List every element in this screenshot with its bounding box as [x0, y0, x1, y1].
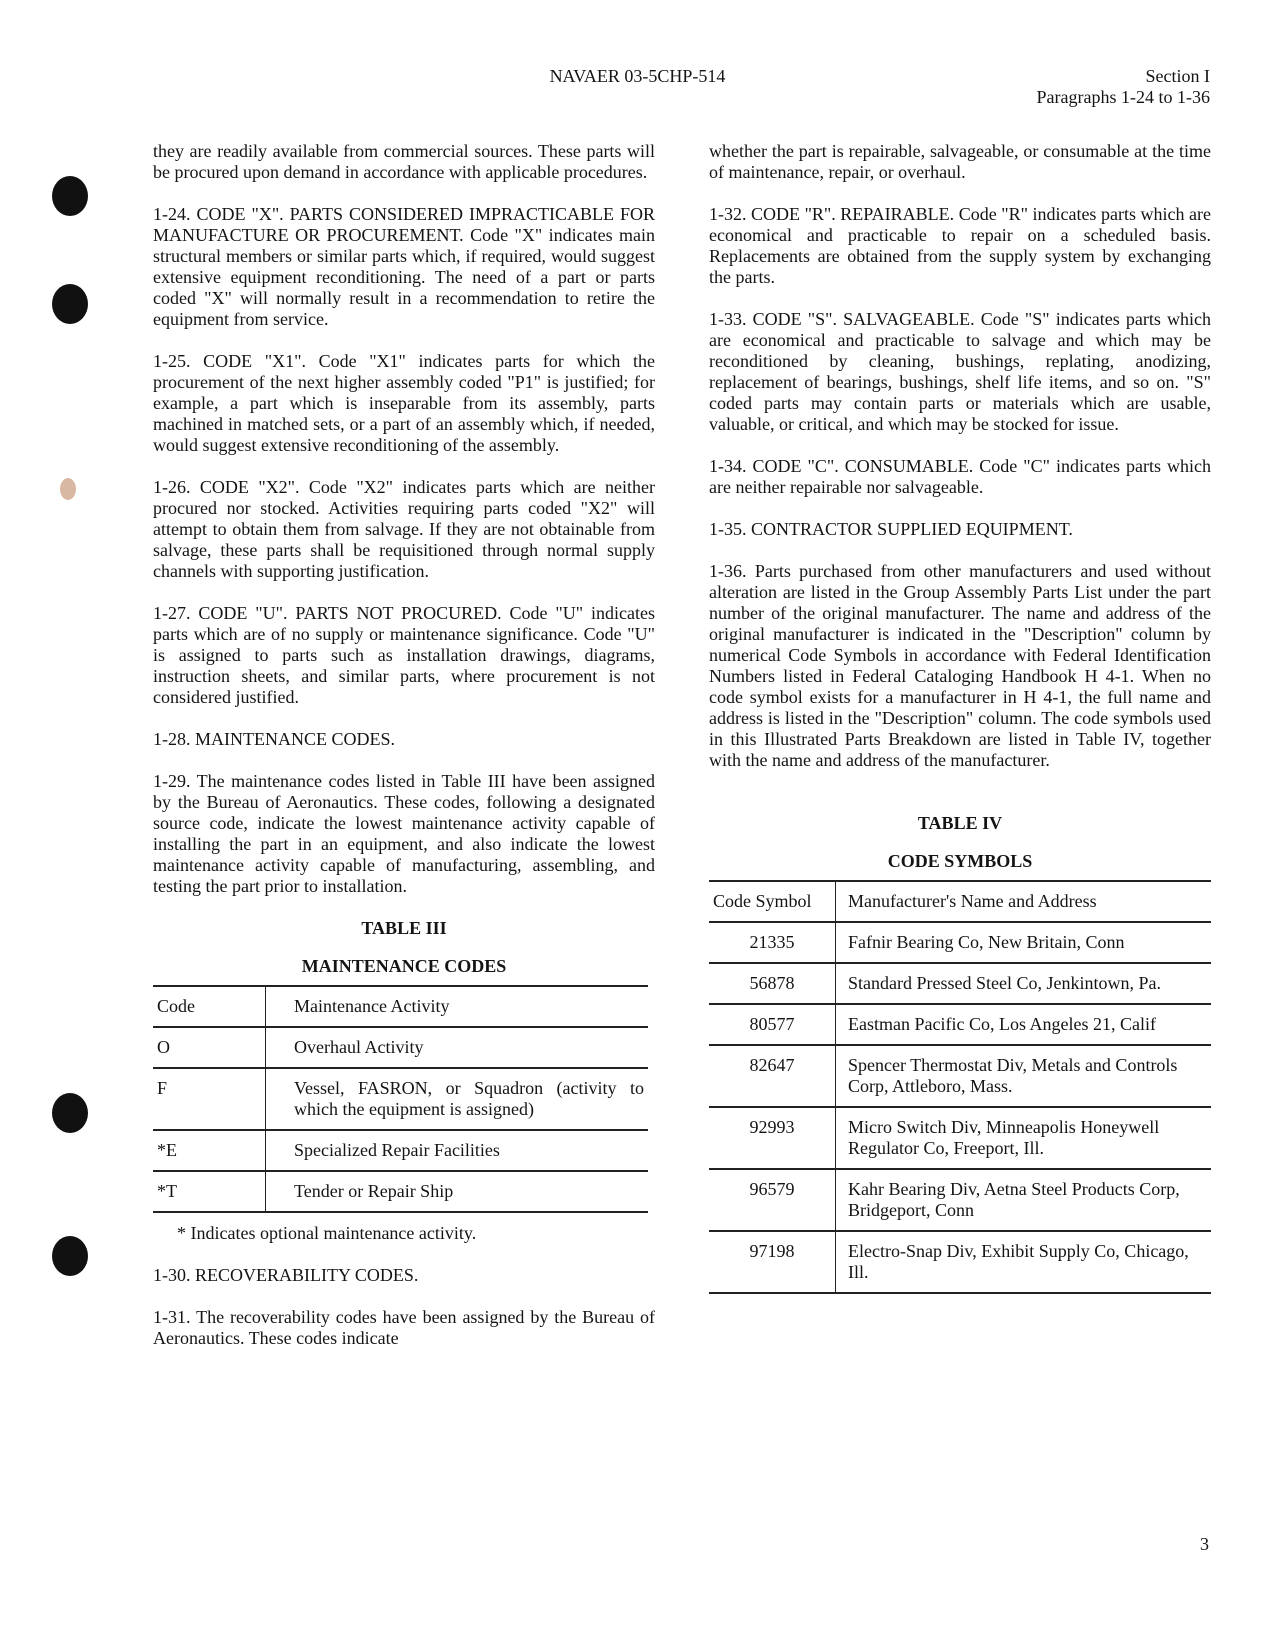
paragraph-continued: whether the part is repairable, salvageable, or consumable at the time of maintenance, repair, or overhaul.	[709, 141, 1211, 182]
paragraph-1-25: 1-25. CODE "X1". Code "X1" indicates parts for which the procurement of the next higher assembly coded "P1" is justified; for example, a part which is inseparable from its assembly, parts machined in matched sets, or a part of an assembly which, if needed, would suggest extensive reconditioning of the assembly.	[153, 351, 655, 455]
column-header-code: Code	[153, 986, 266, 1027]
activity-cell: Specialized Repair Facilities	[266, 1130, 649, 1171]
activity-cell: Tender or Repair Ship	[266, 1171, 649, 1212]
paragraph-1-26: 1-26. CODE "X2". Code "X2" indicates parts which are neither procured nor stocked. Activities requiring parts coded "X2" will attempt to obtain them from salvage. If they are not obtainable from salvage, these parts shall be requisitioned through normal supply channels with supporting justification.	[153, 477, 655, 581]
binder-hole-3	[52, 1093, 88, 1133]
manufacturer-cell: Kahr Bearing Div, Aetna Steel Products Corp, Bridgeport, Conn	[836, 1169, 1212, 1231]
paragraph-1-31: 1-31. The recoverability codes have been assigned by the Bureau of Aeronautics. These codes indicate	[153, 1307, 655, 1348]
paragraph-1-32: 1-32. CODE "R". REPAIRABLE. Code "R" indicates parts which are economical and practicable to repair on a scheduled basis. Replacements are obtained from the supply system by exchanging the parts.	[709, 204, 1211, 287]
page-number: 3	[1200, 1534, 1209, 1554]
manufacturer-cell: Micro Switch Div, Minneapolis Honeywell Regulator Co, Freeport, Ill.	[836, 1107, 1212, 1169]
manufacturer-cell: Spencer Thermostat Div, Metals and Controls Corp, Attleboro, Mass.	[836, 1045, 1212, 1107]
code-cell: *E	[153, 1130, 266, 1171]
table-row	[709, 1169, 1211, 1231]
code-symbol-cell: 82647	[709, 1045, 836, 1107]
left-column	[153, 141, 655, 1370]
column-header-code-symbol: Code Symbol	[709, 881, 836, 922]
table-row	[153, 1027, 648, 1068]
column-header-manufacturer: Manufacturer's Name and Address	[836, 881, 1212, 922]
activity-cell: Overhaul Activity	[266, 1027, 649, 1068]
table-row	[709, 963, 1211, 1004]
table3-footnote: * Indicates optional maintenance activity.	[177, 1223, 477, 1243]
code-cell: *T	[153, 1171, 266, 1212]
heading-1-28: 1-28. MAINTENANCE CODES.	[153, 729, 395, 749]
code-symbols-table	[709, 880, 1211, 1294]
paragraph-1-33: 1-33. CODE "S". SALVAGEABLE. Code "S" indicates parts which are economical and practicable to salvage and which may be reconditioned by cleaning, bushings, replating, anodizing, replacement of bearings, bushings, shelf life items, and so on. "S" coded parts may contain parts or materials which are usable, valuable, or critical, and which may be stocked for issue.	[709, 309, 1211, 434]
code-cell: F	[153, 1068, 266, 1130]
column-header-activity: Maintenance Activity	[266, 986, 649, 1027]
heading-1-35: 1-35. CONTRACTOR SUPPLIED EQUIPMENT.	[709, 519, 1073, 539]
paragraph-1-36: 1-36. Parts purchased from other manufacturers and used without alteration are listed in the Group Assembly Parts List under the part number of the original manufacturer. The name and address of the original manufacturer is indicated in the "Description" column by numerical Code Symbols in accordance with Federal Identification Numbers listed in Federal Cataloging Handbook H 4-1. When no code symbol exists for a manufacturer in H 4-1, the full name and address is listed in the "Description" column. The code symbols used in this Illustrated Parts Breakdown are listed in Table IV, together with the name and address of the manufacturer.	[709, 561, 1211, 770]
code-symbol-cell: 92993	[709, 1107, 836, 1169]
code-symbol-cell: 21335	[709, 922, 836, 963]
manufacturer-cell: Standard Pressed Steel Co, Jenkintown, Pa.	[836, 963, 1212, 1004]
table-row	[709, 1231, 1211, 1293]
right-column	[709, 141, 1211, 1294]
table-row	[153, 1171, 648, 1212]
paragraph-intro: they are readily available from commercial sources. These parts will be procured upon demand in accordance with applicable procedures.	[153, 141, 655, 182]
section-label: Section I	[1145, 66, 1210, 86]
paragraph-range: Paragraphs 1-24 to 1-36	[1036, 87, 1210, 107]
paragraph-1-24: 1-24. CODE "X". PARTS CONSIDERED IMPRACTICABLE FOR MANUFACTURE OR PROCUREMENT. Code "X" indicates main structural members or similar parts which, if required, would suggest extensive equipment reconditioning. The need of a part or parts coded "X" will normally result in a recommendation to retire the equipment from service.	[153, 204, 655, 329]
code-cell: O	[153, 1027, 266, 1068]
code-symbol-cell: 97198	[709, 1231, 836, 1293]
paragraph-1-29: 1-29. The maintenance codes listed in Table III have been assigned by the Bureau of Aeronautics. These codes, following a designated source code, indicate the lowest maintenance activity capable of installing the part in an equipment, and also indicate the lowest maintenance activity capable of manufacturing, assembling, and testing the part prior to installation.	[153, 771, 655, 896]
section-header	[1037, 66, 1210, 108]
code-symbol-cell: 80577	[709, 1004, 836, 1045]
paragraph-1-34: 1-34. CODE "C". CONSUMABLE. Code "C" indicates parts which are neither repairable nor salvageable.	[709, 456, 1211, 497]
table3-label: TABLE III	[361, 918, 447, 938]
paper-stain	[60, 478, 76, 500]
activity-cell: Vessel, FASRON, or Squadron (activity to which the equipment is assigned)	[266, 1068, 649, 1130]
binder-hole-2	[52, 284, 88, 324]
table-header-row	[709, 881, 1211, 922]
manufacturer-cell: Fafnir Bearing Co, New Britain, Conn	[836, 922, 1212, 963]
table4-title: CODE SYMBOLS	[887, 851, 1033, 871]
table-row	[709, 1045, 1211, 1107]
table-row	[153, 1130, 648, 1171]
table-row	[153, 1068, 648, 1130]
binder-hole-4	[52, 1236, 88, 1276]
binder-hole-1	[52, 176, 88, 216]
table-row	[709, 1107, 1211, 1169]
heading-1-30: 1-30. RECOVERABILITY CODES.	[153, 1265, 419, 1285]
paragraph-1-27: 1-27. CODE "U". PARTS NOT PROCURED. Code "U" indicates parts which are of no supply or maintenance significance. Code "U" is assigned to parts such as installation drawings, diagrams, instruction sheets, and similar parts, where procurement is not considered justified.	[153, 603, 655, 707]
code-symbol-cell: 56878	[709, 963, 836, 1004]
manufacturer-cell: Eastman Pacific Co, Los Angeles 21, Calif	[836, 1004, 1212, 1045]
table3-title: MAINTENANCE CODES	[301, 956, 507, 976]
table-row	[709, 922, 1211, 963]
table4-label: TABLE IV	[917, 813, 1003, 833]
manufacturer-cell: Electro-Snap Div, Exhibit Supply Co, Chicago, Ill.	[836, 1231, 1212, 1293]
document-number: NAVAER 03-5CHP-514	[549, 66, 726, 86]
table-header-row	[153, 986, 648, 1027]
code-symbol-cell: 96579	[709, 1169, 836, 1231]
table-row	[709, 1004, 1211, 1045]
maintenance-codes-table	[153, 985, 648, 1213]
